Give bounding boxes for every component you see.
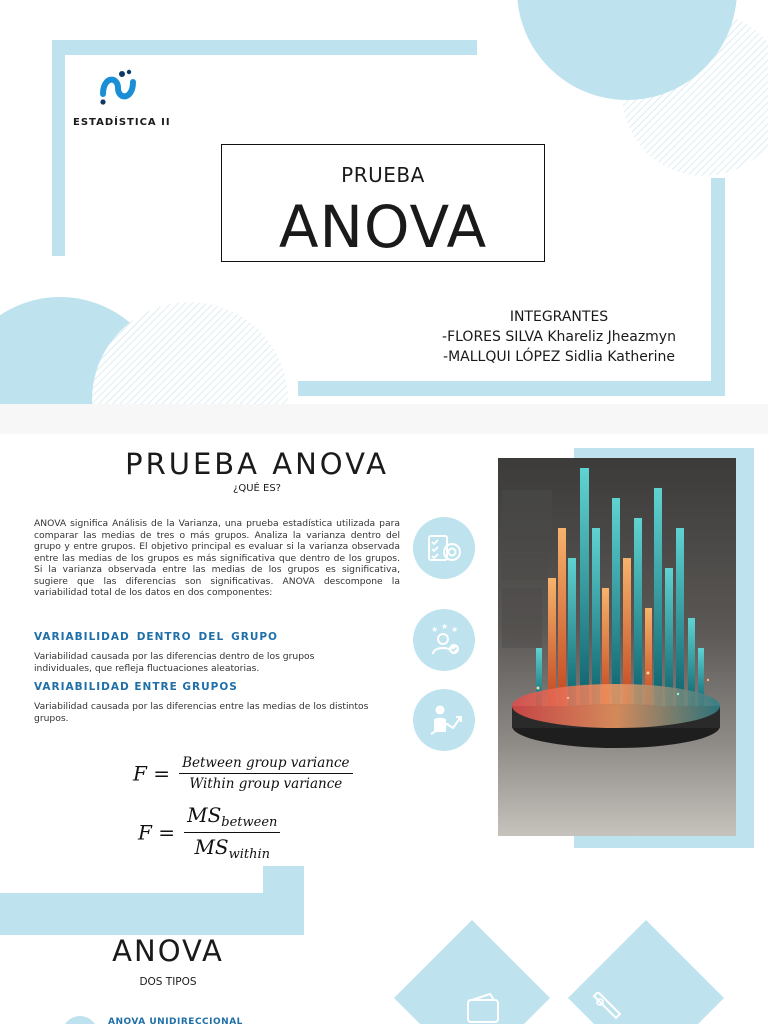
type-item: ANOVA UNIDIRECCIONAL [108, 1017, 243, 1024]
growth-arrow-icon [413, 689, 475, 751]
formula-ms: MS [187, 803, 222, 827]
title-small: PRUEBA [341, 163, 425, 187]
section-heading: PRUEBA ANOVA [125, 447, 389, 481]
formula-lhs: F = [133, 761, 170, 786]
members-block [400, 307, 718, 367]
pen-icon [588, 992, 628, 1024]
title-big: ANOVA [278, 193, 488, 261]
formula-ms: MS [194, 835, 229, 860]
svg-text:★: ★ [441, 622, 449, 631]
between-group-heading: VARIABILIDAD ENTRE GRUPOS [34, 681, 238, 693]
types-subheading: DOS TIPOS [139, 976, 197, 988]
formula-denominator: Within group variance [189, 776, 343, 792]
illustration-image [498, 458, 736, 836]
svg-text:★: ★ [431, 625, 439, 634]
types-heading: ANOVA [112, 934, 224, 968]
title-box [221, 144, 545, 262]
member-item: -MALLQUI LÓPEZ Sidlia Katherine [443, 349, 675, 365]
within-group-heading: VARIABILIDAD DENTRO DEL GRUPO [34, 631, 278, 643]
formula-variance-ratio [133, 755, 353, 792]
slide-separator [0, 404, 768, 434]
user-stars-icon [413, 609, 475, 671]
members-label: INTEGRANTES [509, 309, 609, 325]
course-label: ESTADÍSTICA II [73, 117, 171, 128]
svg-text:★: ★ [451, 625, 459, 634]
formula-subscript: within [228, 847, 271, 863]
logo-icon [98, 66, 140, 110]
formula-mean-squares [138, 803, 280, 862]
section-subheading: ¿QUÉ ES? [233, 483, 281, 494]
within-group-text: Variabilidad causada por las diferencias dentro de los grupos individuales, que refleja fluctuaciones aleatorias. [34, 651, 315, 674]
member-item: -FLORES SILVA Khareliz Jheazmyn [442, 329, 676, 345]
formula-subscript: between [221, 815, 278, 831]
formula-lhs: F = [138, 820, 175, 845]
wallet-icon [464, 992, 504, 1024]
definition-paragraph: ANOVA significa Análisis de la Varianza, una prueba estadística utilizada para comparar las medias de tres o más grupos. Analiza la varianza dentro del grupo y entre grupos. El objetivo principal es evaluar si la varianza observada entre las medias de los grupos es más significativa que dentro de los grupos. Si la varianza observada entre las medias de los grupos es significativa, sugiere que las diferencias son significativas. ANOVA descompone la variabilidad total de los datos en dos componentes: [34, 518, 400, 598]
slide-title [0, 0, 768, 432]
checklist-target-icon [413, 517, 475, 579]
formula-numerator: Between group variance [179, 755, 352, 774]
between-group-text: Variabilidad causada por las diferencias entre las medias de los distintos grupos. [34, 701, 369, 724]
